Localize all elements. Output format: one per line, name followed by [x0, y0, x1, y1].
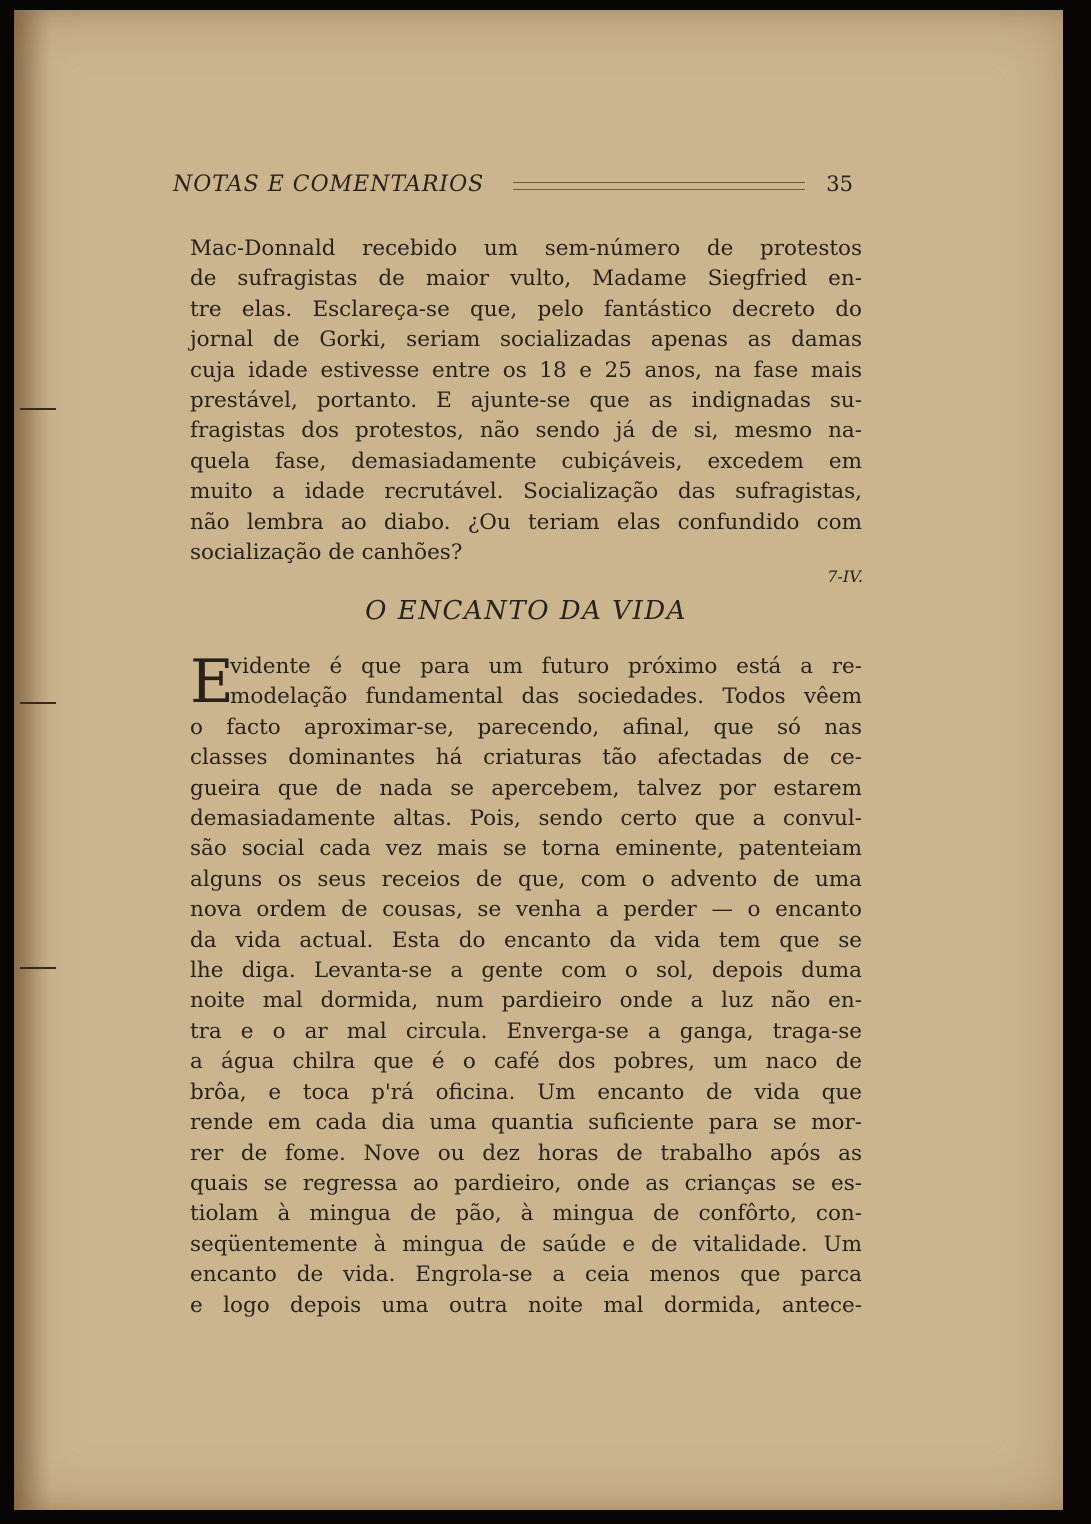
- text-line: fragistas dos protestos, não sendo já de si, mesmo na-: [190, 418, 862, 444]
- text-line: nova ordem de cousas, se venha a perder — o encanto: [190, 897, 862, 923]
- text-line: encanto de vida. Engrola-se a ceia menos que parca: [190, 1262, 862, 1288]
- text-line: prestável, portanto. E ajunte-se que as indignadas su-: [190, 388, 862, 414]
- text-line: rer de fome. Nove ou dez horas de trabalho após as: [190, 1140, 862, 1166]
- text-line: rende em cada dia uma quantia suficiente para se mor-: [190, 1110, 862, 1136]
- text-line: tra e o ar mal circula. Enverga-se a ganga, traga-se: [190, 1018, 862, 1044]
- text-line: seqüentemente à mingua de saúde e de vitalidade. Um: [190, 1231, 862, 1257]
- text-line: cuja idade estivesse entre os 18 e 25 anos, na fase mais: [190, 357, 862, 383]
- text-line: vidente é que para um futuro próximo está a re-: [230, 654, 862, 679]
- text-line: da vida actual. Esta do encanto da vida tem que se: [190, 927, 862, 953]
- section-title: O ENCANTO DA VIDA: [365, 596, 687, 626]
- dateline: 7-IV.: [827, 567, 863, 586]
- text-line: quela fase, demasiadamente cubiçáveis, excedem em: [190, 448, 862, 474]
- text-line: e logo depois uma outra noite mal dormida, antece-: [190, 1292, 862, 1318]
- text-line: brôa, e toca p'rá oficina. Um encanto de vida que: [190, 1079, 862, 1105]
- text-line: socialização de canhões?: [190, 540, 463, 566]
- text-line: modelação fundamental das sociedades. Todos vêem: [230, 684, 862, 710]
- text-line: de sufragistas de maior vulto, Madame Siegfried en-: [190, 266, 862, 292]
- header-rule: [513, 182, 805, 190]
- margin-mark: [20, 967, 56, 969]
- running-header-title: NOTAS E COMENTARIOS: [173, 172, 485, 197]
- text-line: muito a idade recrutável. Socialização das sufragistas,: [190, 479, 862, 505]
- text-line: o facto aproximar-se, parecendo, afinal, que só nas: [190, 714, 862, 740]
- text-line: lhe diga. Levanta-se a gente com o sol, depois duma: [190, 958, 862, 984]
- text-line: gueira que de nada se apercebem, talvez por estarem: [190, 775, 862, 801]
- text-line: tiolam à mingua de pão, à mingua de confôrto, con-: [190, 1201, 862, 1227]
- text-line: classes dominantes há criaturas tão afectadas de ce-: [190, 745, 862, 771]
- text-line: alguns os seus receios de que, com o advento de uma: [190, 866, 862, 892]
- page-binding-shadow: [14, 10, 50, 1510]
- page-number: 35: [826, 172, 853, 196]
- text-line: são social cada vez mais se torna eminente, patenteiam: [190, 836, 862, 862]
- running-header: [173, 172, 853, 202]
- section-paragraph: [190, 647, 862, 1321]
- text-line: Mac-Donnald recebido um sem-número de protestos: [190, 236, 862, 261]
- margin-mark: [20, 408, 56, 410]
- drop-cap: E: [190, 647, 234, 717]
- text-line: jornal de Gorki, seriam socializadas apenas as damas: [190, 327, 862, 353]
- text-line: não lembra ao diabo. ¿Ou teriam elas confundido com: [190, 509, 862, 535]
- margin-mark: [20, 702, 56, 704]
- text-line: demasiadamente altas. Pois, sendo certo que a convul-: [190, 806, 862, 832]
- continuation-paragraph: [190, 234, 862, 568]
- text-line: noite mal dormida, num pardieiro onde a luz não en-: [190, 988, 862, 1014]
- text-line: tre elas. Esclareça-se que, pelo fantástico decreto do: [190, 296, 862, 322]
- text-line: a água chilra que é o café dos pobres, um naco de: [190, 1049, 862, 1075]
- text-line: quais se regressa ao pardieiro, onde as crianças se es-: [190, 1170, 862, 1196]
